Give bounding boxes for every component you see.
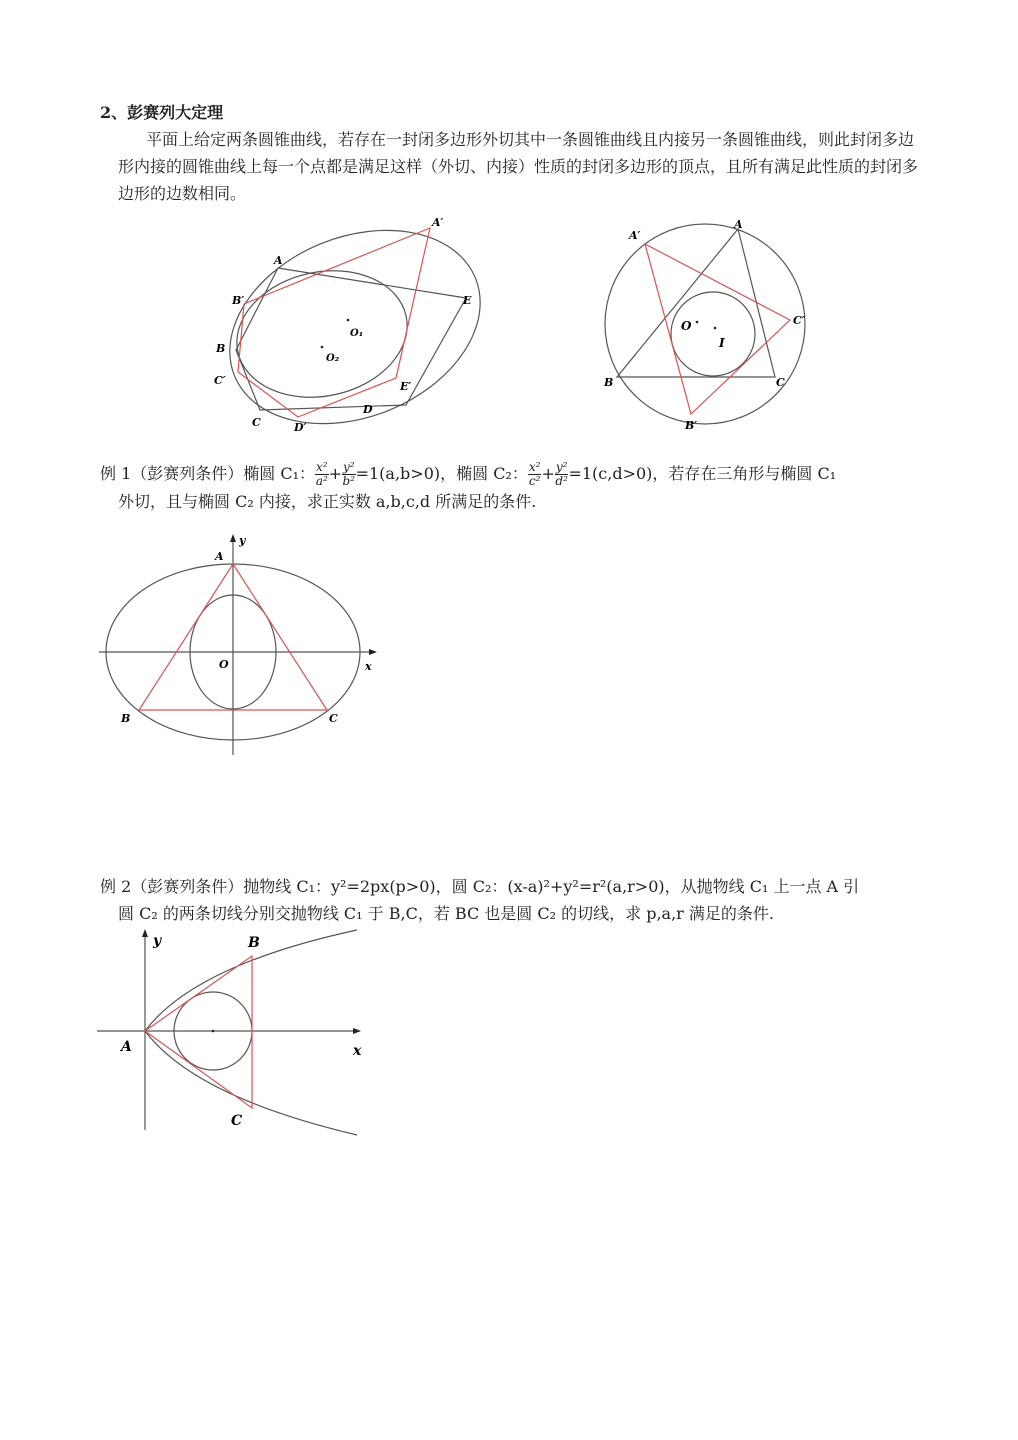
circumcircle	[605, 224, 805, 424]
inner-ellipse	[225, 255, 419, 412]
figure-3-ellipse-triangle	[95, 530, 395, 760]
section-title: 2、彭赛列大定理	[100, 103, 224, 122]
fraction-x2-a2: $\frac{\text{x²}}{\text{a²}}$	[315, 460, 328, 488]
label-o1: O₁	[350, 328, 364, 339]
label-o: O	[219, 658, 229, 671]
label-a: A	[734, 218, 743, 231]
axis-x-label: x	[353, 1043, 362, 1059]
axis-x-label: x	[365, 660, 372, 673]
label-a: A	[215, 550, 224, 563]
fraction-y2-d2: $\frac{\text{y²}}{\text{d²}}$	[555, 460, 568, 488]
axis-y-label: y	[239, 534, 246, 547]
label-d-prime: D′	[294, 421, 307, 434]
label-e-prime: E′	[400, 380, 412, 393]
paragraph-line-3: 有满足此性质的封闭多边形的边数相同。	[118, 157, 919, 203]
label-c: C	[776, 376, 785, 389]
paragraph-line-1: 平面上给定两条圆锥曲线，若存在一封闭多边形外切其中一条圆锥曲线且内接另一条圆锥曲线，则	[146, 130, 835, 149]
theorem-paragraph	[118, 126, 928, 207]
paragraph-line-2: 此封闭多边形内接的圆锥曲线上每一个点都是满足这样（外切、内接）性质的封闭多边形的顶点，且所	[118, 130, 915, 176]
example-1-line-1	[100, 460, 920, 488]
label-c-prime: C′	[793, 314, 805, 327]
example-1	[100, 460, 920, 515]
incircle	[671, 292, 755, 376]
outer-ellipse	[210, 212, 509, 442]
example-2	[100, 873, 920, 927]
figure-4-parabola	[95, 925, 375, 1140]
axis-y-label: y	[153, 933, 162, 949]
label-b-prime: B′	[232, 294, 245, 307]
label-b: B	[121, 712, 131, 725]
label-c: C	[231, 1113, 243, 1129]
label-c-prime: C′	[214, 374, 226, 387]
example-1-eq2-tail: =1(c,d>0)，若存在三角形与椭圆 C₁	[568, 464, 837, 483]
parabola	[145, 930, 357, 1135]
plus-sign-1: +	[328, 464, 342, 483]
label-c: C	[252, 416, 261, 429]
example-2-line-2: 圆 C₂ 的两条切线分别交抛物线 C₁ 于 B,C，若 BC 也是圆 C₂ 的切线，求 p,a,r 满足的条件.	[118, 904, 774, 923]
example-1-line-2: 外切，且与椭圆 C₂ 内接，求正实数 a,b,c,d 所满足的条件.	[118, 492, 537, 511]
label-a-prime: A′	[629, 229, 641, 242]
label-o2: O₂	[326, 353, 340, 364]
red-triangle	[145, 956, 252, 1108]
example-1-prefix: 例 1（彭赛列条件）椭圆 C₁：	[100, 464, 316, 483]
label-c: C	[329, 712, 338, 725]
label-b-prime: B′	[685, 419, 698, 432]
plus-sign-2: +	[541, 464, 555, 483]
fraction-x2-c2: $\frac{\text{x²}}{\text{c²}}$	[528, 460, 541, 488]
label-i: I	[719, 336, 725, 350]
example-1-eq1-tail: =1(a,b>0)，椭圆 C₂：	[355, 464, 528, 483]
label-a: A	[121, 1039, 132, 1055]
figure-1-ellipses	[210, 212, 510, 442]
label-b: B	[604, 376, 614, 389]
label-a: A	[274, 254, 283, 267]
label-o: O	[681, 319, 692, 333]
label-a-prime: A′	[432, 216, 444, 229]
label-b: B	[248, 935, 260, 951]
example-2-line-1: 例 2（彭赛列条件）抛物线 C₁：y²=2px(p>0)，圆 C₂：(x-a)²+y²=r²(a,r>0)，从抛物线 C₁ 上一点 A 引	[100, 877, 860, 896]
triangle-abc	[617, 229, 775, 377]
label-d: D	[363, 403, 373, 416]
label-b: B	[216, 342, 226, 355]
fraction-y2-b2: $\frac{\text{y²}}{\text{b²}}$	[342, 460, 356, 488]
label-e: E	[463, 294, 472, 307]
red-triangle	[645, 244, 790, 414]
figure-2-circles	[595, 214, 825, 434]
